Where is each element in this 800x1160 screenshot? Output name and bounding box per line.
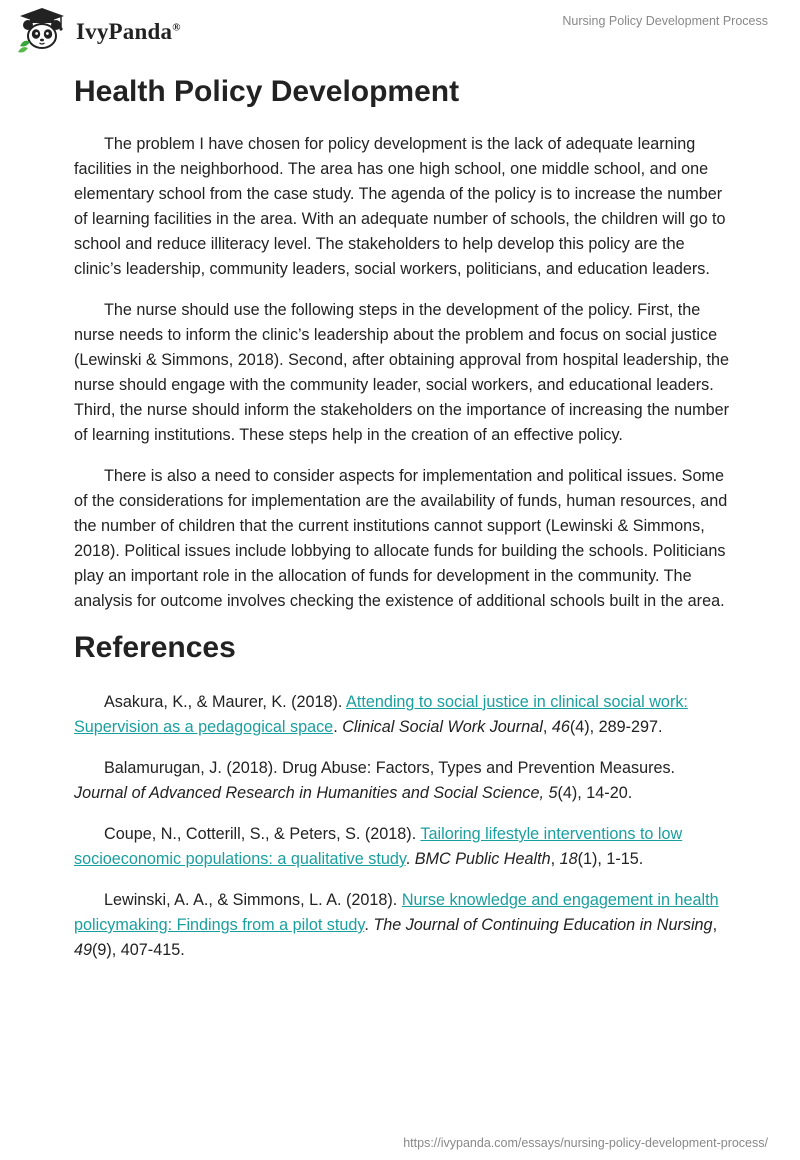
page-header bbox=[0, 0, 800, 60]
reference-link[interactable]: Attending to social justice in clinical social work: Supervision as a pedagogical space bbox=[74, 693, 688, 736]
reference-journal: BMC Public Health bbox=[414, 850, 551, 868]
brand-name: IvyPanda® bbox=[76, 19, 181, 44]
reference-journal: The Journal of Continuing Education in Nursing bbox=[373, 916, 713, 934]
reference-item-3: Coupe, N., Cotterill, S., & Peters, S. (2018). Tailoring lifestyle interventions to low socioeconomic populations: a qualitative study. BMC Public Health, 18(1), 1-15. bbox=[74, 825, 683, 868]
reference-authors: Asakura, K., & Maurer, K. (2018). bbox=[104, 693, 347, 711]
reference-pages: (9), 407-415. bbox=[92, 941, 185, 959]
reference-item-1: Asakura, K., & Maurer, K. (2018). Attending to social justice in clinical social work: Supervision as a pedagogical space. Clinical Social Work Journal, 46(4), 289-297. bbox=[74, 693, 688, 736]
reference-volume: 46 bbox=[551, 718, 570, 736]
reference-pages: (4), 14-20. bbox=[557, 784, 633, 802]
reference-journal: Journal of Advanced Research in Humanities and Social Science, bbox=[74, 784, 549, 802]
reference-volume: 49 bbox=[74, 941, 93, 959]
reference-volume: 18 bbox=[559, 850, 578, 868]
reference-item-2 bbox=[74, 756, 730, 806]
reference-authors: Balamurugan, J. (2018). Drug Abuse: Factors, Types and Prevention Measures. bbox=[104, 759, 676, 777]
reference-pages: (1), 1-15. bbox=[577, 850, 644, 868]
reference-pages: (4), 289-297. bbox=[569, 718, 663, 736]
page-title: Health Policy Development bbox=[74, 75, 460, 108]
brand-logo-link[interactable] bbox=[14, 6, 181, 54]
reference-link[interactable]: Tailoring lifestyle interventions to low socioeconomic populations: a qualitative study bbox=[74, 825, 683, 868]
essay-paragraph-3: There is also a need to consider aspects for implementation and political issues. Some of the considerations for implementation are the availability of funds, human resources, and the number of children that the current institutions cannot support (Lewinski & Simmons, 2018). Political issues include lobbying to allocate funds for building the schools. Politicians play an important role in the allocation of funds for development in the community. The analysis for outcome involves checking the existence of additional schools built in the area. bbox=[74, 467, 728, 610]
panda-graduate-icon bbox=[14, 6, 70, 54]
essay-paragraph-1: The problem I have chosen for policy development is the lack of adequate learning facilities in the neighborhood. The area has one high school, one middle school, and one elementary school from the case study. The agenda of the policy is to increase the number of learning facilities in the area. With an adequate number of schools, the children will go to school and reduce illiteracy level. The stakeholders to help develop this policy are the clinic’s leadership, community leaders, social workers, politicians, and education leaders. bbox=[74, 135, 726, 278]
reference-authors: Lewinski, A. A., & Simmons, L. A. (2018). bbox=[104, 891, 402, 909]
document-title: Nursing Policy Development Process bbox=[562, 14, 768, 28]
references-heading: References bbox=[74, 631, 236, 664]
source-url[interactable]: https://ivypanda.com/essays/nursing-policy-development-process/ bbox=[403, 1136, 768, 1150]
reference-item-4: Lewinski, A. A., & Simmons, L. A. (2018). Nurse knowledge and engagement in health policymaking: Findings from a pilot study. The Journal of Continuing Education in Nursing, 49(9), 407-415. bbox=[74, 891, 719, 959]
reference-link[interactable]: Nurse knowledge and engagement in health policymaking: Findings from a pilot study bbox=[74, 891, 719, 934]
reference-journal: Clinical Social Work Journal bbox=[342, 718, 543, 736]
essay-paragraph-2: The nurse should use the following steps in the development of the policy. First, the nurse needs to inform the clinic’s leadership about the problem and focus on social justice (Lewinski & Simmons, 2018). Second, after obtaining approval from hospital leadership, the nurse should engage with the community leader, social workers, and educational leaders. Third, the nurse should inform the stakeholders on the importance of increasing the number of learning institutions. These steps help in the creation of an effective policy. bbox=[74, 301, 730, 444]
reference-authors: Coupe, N., Cotterill, S., & Peters, S. (2018). bbox=[104, 825, 421, 843]
essay-content bbox=[74, 72, 730, 963]
reference-volume: 5 bbox=[548, 784, 558, 802]
